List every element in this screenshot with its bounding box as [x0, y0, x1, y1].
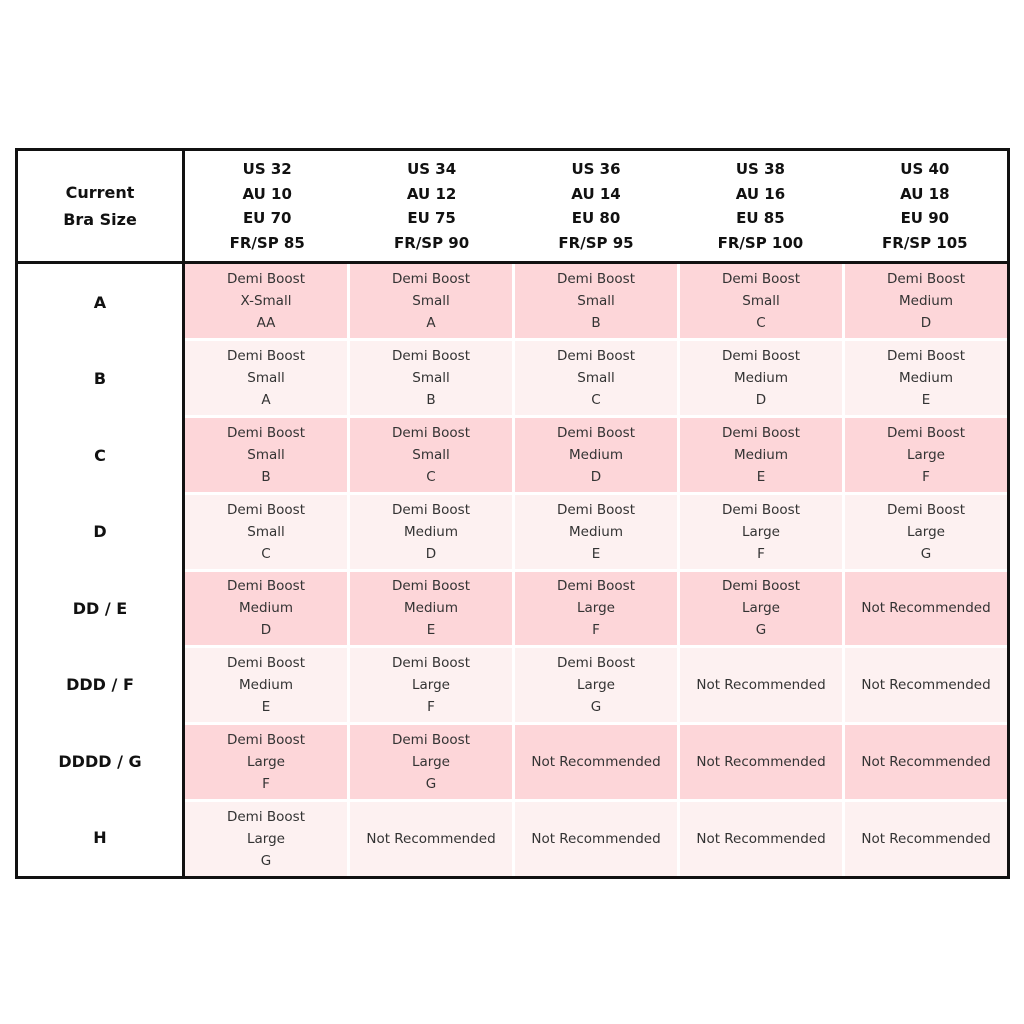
row-labels [18, 264, 185, 876]
cell-line: Demi Boost [226, 655, 305, 672]
cell-line: Demi Boost [226, 578, 305, 595]
column-header-line: AU 10 [242, 184, 292, 203]
table-cell [515, 495, 677, 569]
table-cell [350, 648, 512, 722]
table-cell [350, 495, 512, 569]
cell-line: F [757, 545, 765, 562]
cell-line: D [425, 545, 437, 562]
cell-line: E [591, 545, 601, 562]
cell-line: B [426, 391, 436, 408]
cell-line: Not Recommended [861, 831, 991, 848]
cell-line: Demi Boost [556, 270, 635, 287]
cell-line: Medium [404, 523, 458, 540]
cell-line: E [756, 468, 766, 485]
cell-line: Demi Boost [556, 424, 635, 441]
cell-line: Large [907, 523, 945, 540]
table-cell [680, 648, 842, 722]
column-header-line: US 34 [407, 160, 457, 178]
cell-line: Small [742, 292, 780, 309]
table-cell [185, 495, 347, 569]
column-header-line: AU 18 [900, 184, 950, 203]
cell-line: Demi Boost [226, 501, 305, 518]
cell-line: Demi Boost [391, 732, 470, 749]
cell-line: Demi Boost [721, 270, 800, 287]
column-header-line: EU 75 [407, 209, 456, 227]
cell-line: C [756, 314, 766, 331]
column-header-line: EU 70 [242, 209, 292, 227]
cell-line: Demi Boost [226, 347, 305, 364]
column-header-line: FR/SP 105 [882, 233, 968, 252]
row-label: A [93, 292, 107, 312]
cell-line: Small [412, 446, 450, 463]
cell-line: Large [412, 754, 450, 771]
cell-line: Not Recommended [861, 754, 991, 771]
cell-line: E [921, 391, 931, 408]
cell-line: Medium [239, 677, 293, 694]
cell-line: D [920, 314, 932, 331]
cell-line: Demi Boost [886, 501, 965, 518]
column-header-line: FR/SP 90 [394, 233, 470, 252]
cell-line: E [426, 622, 436, 639]
cell-line: D [590, 468, 602, 485]
cell-line: Demi Boost [391, 424, 470, 441]
column-header-line: AU 16 [735, 184, 786, 203]
table-cell [680, 341, 842, 415]
cell-line: Demi Boost [226, 732, 305, 749]
cell-line: Demi Boost [721, 424, 800, 441]
cell-line: Small [247, 446, 285, 463]
cell-line: Demi Boost [391, 347, 470, 364]
table-cell [350, 725, 512, 799]
cell-line: F [592, 622, 600, 639]
cell-line: Demi Boost [721, 578, 800, 595]
row-label: B [93, 369, 107, 389]
column-header-line: FR/SP 95 [558, 233, 634, 252]
corner-line: Bra Size [63, 210, 137, 229]
cell-line: Demi Boost [391, 655, 470, 672]
column-header-line: AU 14 [571, 184, 621, 203]
cell-line: Large [742, 600, 780, 617]
cell-line: Demi Boost [721, 501, 800, 518]
cell-line: Large [577, 677, 615, 694]
cell-line: F [262, 776, 270, 793]
table-cell [185, 341, 347, 415]
cell-line: Medium [239, 600, 293, 617]
column-header-line: EU 80 [571, 209, 621, 227]
cell-line: Small [247, 369, 285, 386]
table-cell [350, 802, 512, 876]
cell-line: Small [577, 292, 615, 309]
table-cell [845, 572, 1007, 646]
column-header-line: US 38 [735, 160, 785, 178]
size-chart-table [15, 148, 1010, 879]
table-cell [185, 418, 347, 492]
column-header [678, 151, 842, 261]
table-cell [680, 802, 842, 876]
table-cell [515, 341, 677, 415]
cell-line: E [261, 699, 271, 716]
cell-line: Not Recommended [696, 677, 826, 694]
table-cell [515, 264, 677, 338]
column-header-line: US 36 [571, 160, 621, 178]
column-header-line: US 40 [900, 160, 950, 178]
cell-line: Large [247, 754, 285, 771]
cell-line: Demi Boost [391, 501, 470, 518]
table-cell [845, 725, 1007, 799]
cell-line: G [590, 699, 602, 716]
table-cell [845, 418, 1007, 492]
cell-line: Medium [734, 446, 788, 463]
cell-line: Small [247, 523, 285, 540]
cell-line: Not Recommended [366, 831, 496, 848]
corner-line: Current [65, 183, 135, 202]
row-label: H [93, 828, 107, 848]
table-cell [185, 725, 347, 799]
column-header [514, 151, 678, 261]
column-header [349, 151, 513, 261]
row-label: DD / E [72, 598, 128, 618]
cell-line: Medium [569, 523, 623, 540]
cell-line: Medium [899, 369, 953, 386]
table-cell [845, 341, 1007, 415]
table-cell [680, 418, 842, 492]
cell-line: Large [907, 446, 945, 463]
table-cell [845, 648, 1007, 722]
table-cell [845, 495, 1007, 569]
table-cell [350, 264, 512, 338]
cell-line: Small [412, 369, 450, 386]
table-cell [845, 264, 1007, 338]
table-cell [680, 572, 842, 646]
cell-line: D [260, 622, 272, 639]
cell-line: Large [577, 600, 615, 617]
cell-line: Medium [899, 292, 953, 309]
table-cell [350, 418, 512, 492]
cell-line: Medium [569, 446, 623, 463]
column-header-line: AU 12 [406, 184, 457, 203]
column-header-line: US 32 [242, 160, 292, 178]
cell-line: X-Small [240, 292, 292, 309]
cell-line: Demi Boost [226, 424, 305, 441]
cell-line: Demi Boost [391, 270, 470, 287]
cell-line: Medium [734, 369, 788, 386]
table-cell [515, 802, 677, 876]
cell-line: AA [256, 314, 276, 331]
cell-line: F [427, 699, 435, 716]
cell-line: Small [577, 369, 615, 386]
cell-line: C [261, 545, 271, 562]
cell-line: Large [412, 677, 450, 694]
cell-line: Demi Boost [886, 270, 965, 287]
column-header-line: FR/SP 100 [717, 233, 804, 252]
table-cell [680, 495, 842, 569]
cell-line: Demi Boost [886, 347, 965, 364]
column-header [843, 151, 1007, 261]
cell-line: C [426, 468, 436, 485]
cell-line: Demi Boost [721, 347, 800, 364]
table-cell [515, 418, 677, 492]
cell-line: C [591, 391, 601, 408]
table-cell [185, 648, 347, 722]
cell-line: Small [412, 292, 450, 309]
cell-line: Demi Boost [556, 501, 635, 518]
cell-line: Medium [404, 600, 458, 617]
cell-line: Not Recommended [531, 831, 661, 848]
cell-line: D [755, 391, 767, 408]
cell-line: Not Recommended [861, 600, 991, 617]
cell-line: Large [247, 831, 285, 848]
cell-line: Demi Boost [556, 655, 635, 672]
table-cell [185, 572, 347, 646]
table-cell [680, 725, 842, 799]
cell-line: G [755, 622, 767, 639]
table-cell [515, 648, 677, 722]
table-cell [350, 572, 512, 646]
cell-line: Not Recommended [861, 677, 991, 694]
table-cell [845, 802, 1007, 876]
cell-line: Not Recommended [696, 754, 826, 771]
cell-line: Not Recommended [696, 831, 826, 848]
row-label: DDD / F [66, 675, 134, 695]
cell-line: Demi Boost [226, 809, 305, 826]
cell-line: B [261, 468, 271, 485]
cell-line: Demi Boost [556, 347, 635, 364]
table-cell [680, 264, 842, 338]
cell-line: B [591, 314, 601, 331]
column-header-line: EU 90 [900, 209, 950, 227]
cell-line: Large [742, 523, 780, 540]
row-label: D [93, 522, 107, 542]
table-cell [515, 725, 677, 799]
size-grid [185, 264, 1007, 876]
table-cell [350, 341, 512, 415]
cell-line: G [425, 776, 437, 793]
cell-line: Demi Boost [556, 578, 635, 595]
column-header-line: FR/SP 85 [229, 233, 305, 252]
cell-line: Demi Boost [886, 424, 965, 441]
column-header [185, 151, 349, 261]
corner-header [18, 151, 185, 261]
row-label: DDDD / G [58, 751, 142, 771]
cell-line: Demi Boost [391, 578, 470, 595]
table-cell [515, 572, 677, 646]
row-label: C [94, 445, 106, 465]
column-header-line: EU 85 [736, 209, 785, 227]
header-row [18, 151, 1007, 264]
table-cell [185, 802, 347, 876]
cell-line: Demi Boost [226, 270, 305, 287]
table-body [18, 264, 1007, 876]
cell-line: A [426, 314, 436, 331]
cell-line: G [260, 853, 272, 870]
table-cell [185, 264, 347, 338]
cell-line: Not Recommended [531, 754, 661, 771]
cell-line: A [261, 391, 271, 408]
cell-line: G [920, 545, 932, 562]
cell-line: F [922, 468, 930, 485]
